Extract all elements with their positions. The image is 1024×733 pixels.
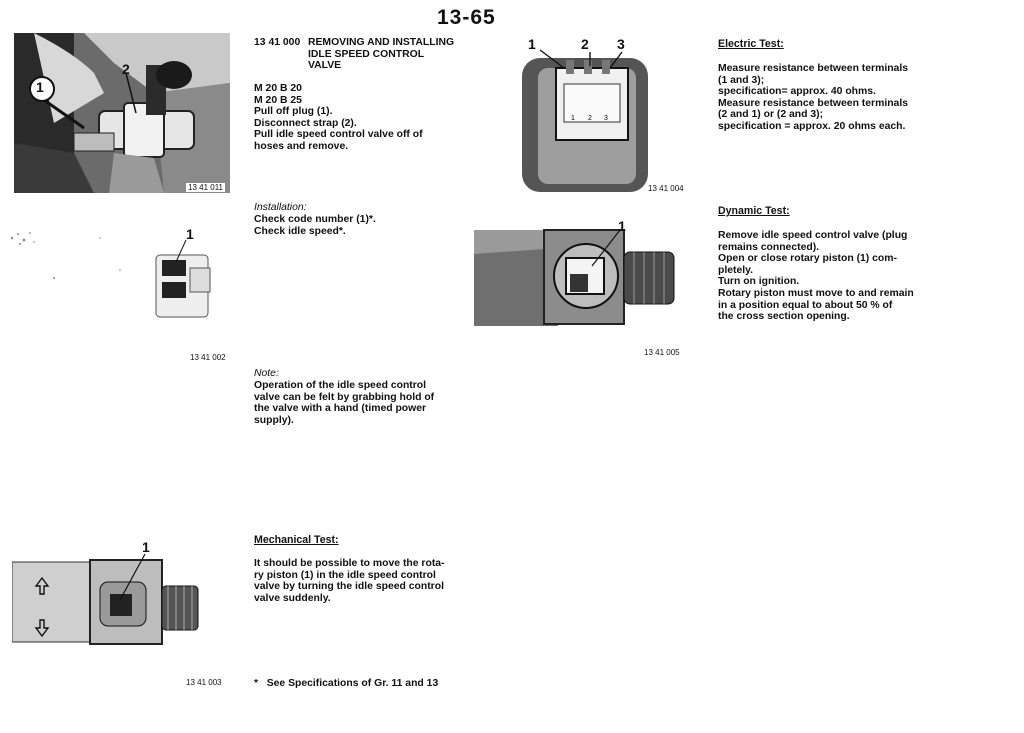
electric-test-text: Measure resistance between terminals (1 and 3); specification= approx. 40 ohms. Measure resistance between terminals (2 and 1) or (2 and 3); specification = approx. 20 ohms each. <box>718 63 909 132</box>
valve-dynamic-illustration <box>474 218 682 328</box>
callout-1: 1 <box>186 226 194 242</box>
terminal-mark-1: 1 <box>571 115 575 122</box>
figure-valve-dynamic <box>474 218 682 328</box>
figure-valve-terminals <box>518 38 690 198</box>
dynamic-test-title: Dynamic Test: <box>718 205 790 217</box>
section-code: 13 41 000 <box>254 37 301 48</box>
footnote: * See Specifications of Gr. 11 and 13 <box>254 678 439 689</box>
figure-valve-code <box>0 220 240 330</box>
callout-2: 2 <box>122 61 130 77</box>
figure-number: 13 41 003 <box>186 678 222 687</box>
page-number: 13-65 <box>437 6 496 29</box>
valve-terminals-illustration <box>518 38 690 198</box>
mechanical-test-title: Mechanical Test: <box>254 534 339 546</box>
figure-number: 13 41 005 <box>644 348 680 357</box>
callout-1: 1 <box>142 540 150 555</box>
figure-number: 13 41 004 <box>648 184 684 193</box>
callout-2: 2 <box>581 38 589 52</box>
valve-mechanical-illustration <box>12 540 212 652</box>
figure-number: 13 41 002 <box>190 353 226 362</box>
callout-1: 1 <box>36 79 44 95</box>
electric-test-title: Electric Test: <box>718 38 784 50</box>
callout-3: 3 <box>617 38 625 52</box>
figure-number: 13 41 011 <box>188 183 223 192</box>
terminal-mark-3: 3 <box>604 115 608 122</box>
figure-engine-photo <box>14 33 230 193</box>
engine-illustration <box>14 33 230 193</box>
installation-instructions: Check code number (1)*. Check idle speed*. <box>254 214 376 237</box>
note-text: Operation of the idle speed control valve can be felt by grabbing hold of the valve with a hand (timed power supply). <box>254 380 435 426</box>
section-heading: REMOVING AND INSTALLING IDLE SPEED CONTROL VALVE <box>308 37 455 72</box>
callout-1: 1 <box>618 218 626 234</box>
mechanical-test-text: It should be possible to move the rota- ry piston (1) in the idle speed control valve by turning the idle speed control valve suddenly. <box>254 558 445 604</box>
note-title: Note: <box>254 368 279 379</box>
dynamic-test-text: Remove idle speed control valve (plug remains connected). Open or close rotary piston (1) com- pletely. Turn on ignition. Rotary piston must move to and remain in a position equal to about 50 % of the cross section opening. <box>718 230 914 323</box>
terminal-mark-2: 2 <box>588 115 592 122</box>
figure-valve-mechanical <box>12 540 212 652</box>
callout-1: 1 <box>528 38 536 52</box>
valve-code-illustration <box>0 220 240 330</box>
removal-instructions: M 20 B 20 M 20 B 25 Pull off plug (1). Disconnect strap (2). Pull idle speed control valve off of hoses and remove. <box>254 83 423 152</box>
installation-title: Installation: <box>254 202 307 213</box>
